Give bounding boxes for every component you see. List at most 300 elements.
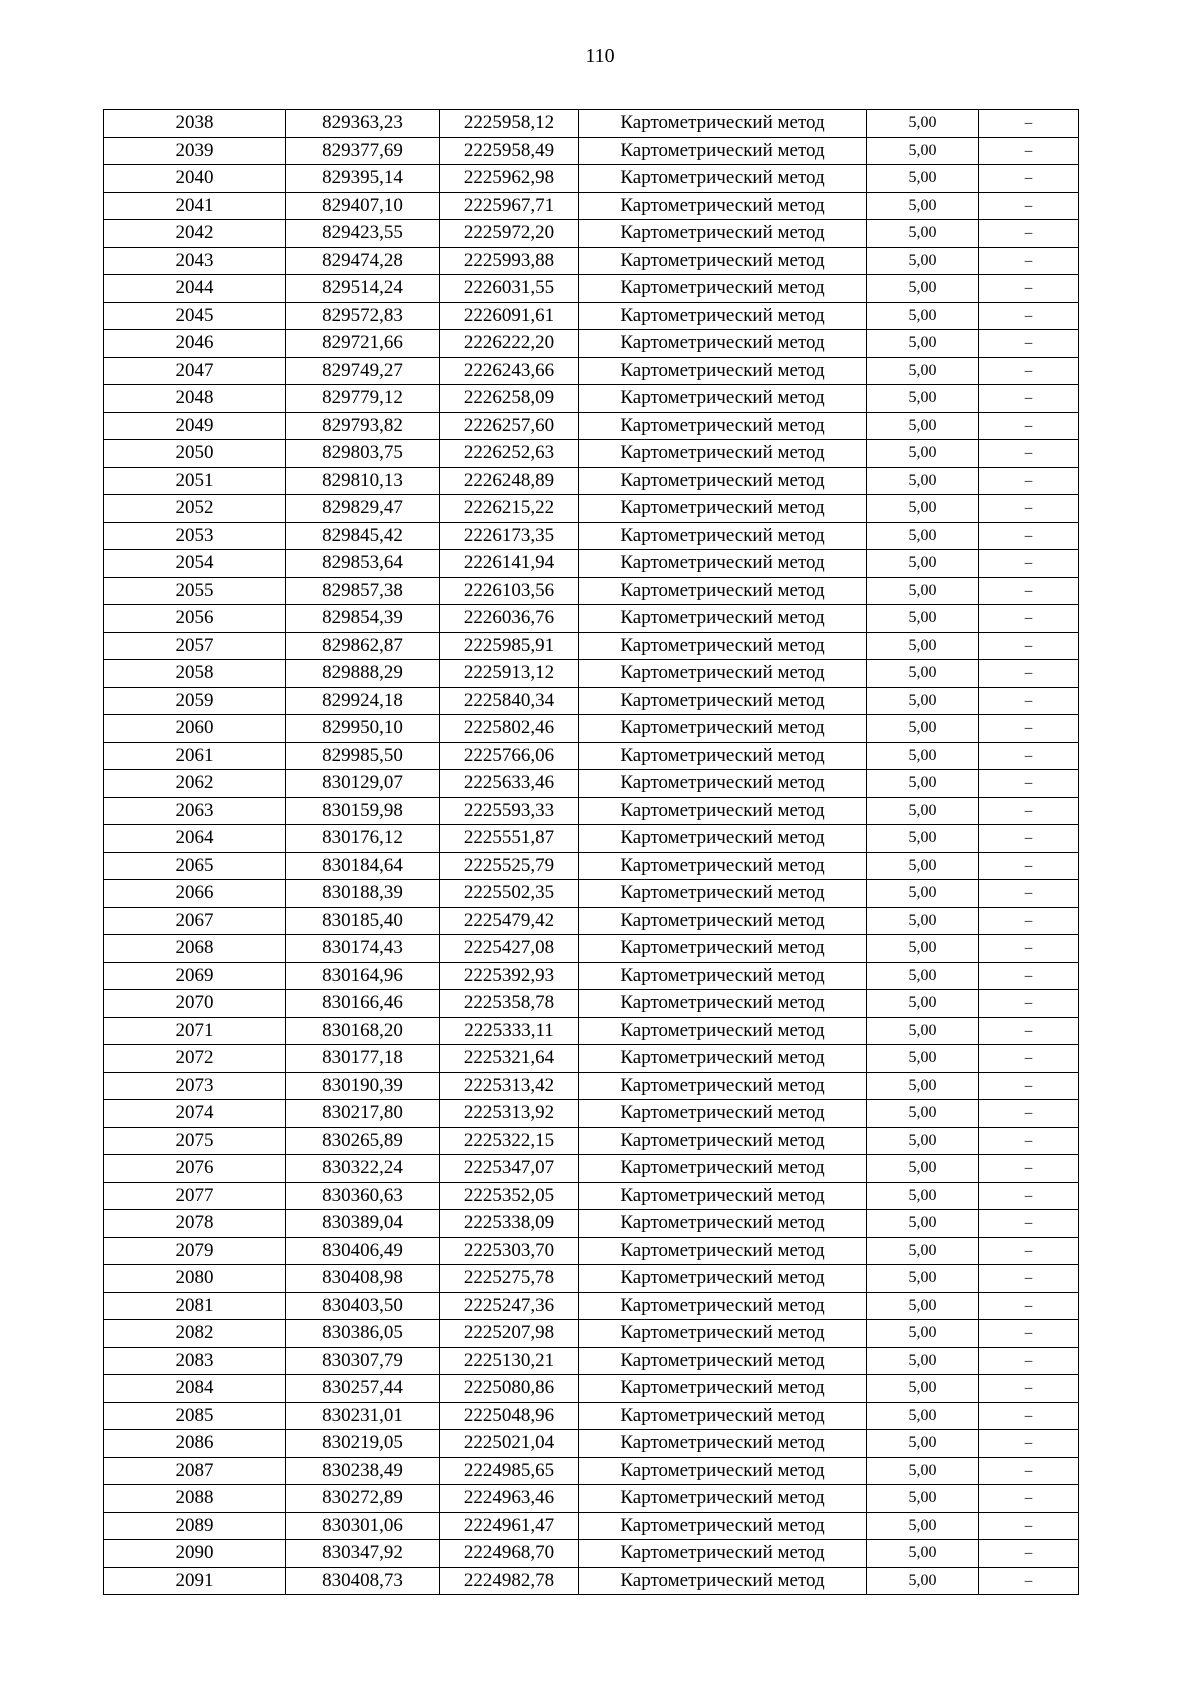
- x-coordinate-cell: 830164,96: [286, 962, 440, 990]
- y-coordinate-cell: 2224982,78: [440, 1567, 579, 1595]
- point-number-cell: 2086: [104, 1430, 286, 1458]
- x-coordinate-cell: 830389,04: [286, 1210, 440, 1238]
- point-number-cell: 2073: [104, 1072, 286, 1100]
- y-coordinate-cell: 2225993,88: [440, 247, 579, 275]
- method-cell: Картометрический метод: [579, 1347, 867, 1375]
- description-cell: –: [979, 1457, 1079, 1485]
- method-cell: Картометрический метод: [579, 247, 867, 275]
- description-cell: –: [979, 1045, 1079, 1073]
- x-coordinate-cell: 829423,55: [286, 220, 440, 248]
- table-row: [104, 1045, 1079, 1073]
- accuracy-cell: 5,00: [867, 357, 979, 385]
- table-row: [104, 1347, 1079, 1375]
- y-coordinate-cell: 2225502,35: [440, 880, 579, 908]
- x-coordinate-cell: 830265,89: [286, 1127, 440, 1155]
- point-number-cell: 2067: [104, 907, 286, 935]
- x-coordinate-cell: 830272,89: [286, 1485, 440, 1513]
- method-cell: Картометрический метод: [579, 1210, 867, 1238]
- method-cell: Картометрический метод: [579, 1045, 867, 1073]
- point-number-cell: 2058: [104, 660, 286, 688]
- table-row: [104, 852, 1079, 880]
- y-coordinate-cell: 2226258,09: [440, 385, 579, 413]
- description-cell: –: [979, 797, 1079, 825]
- table-row: [104, 660, 1079, 688]
- accuracy-cell: 5,00: [867, 495, 979, 523]
- accuracy-cell: 5,00: [867, 522, 979, 550]
- point-number-cell: 2053: [104, 522, 286, 550]
- point-number-cell: 2050: [104, 440, 286, 468]
- point-number-cell: 2056: [104, 605, 286, 633]
- description-cell: –: [979, 962, 1079, 990]
- x-coordinate-cell: 830403,50: [286, 1292, 440, 1320]
- y-coordinate-cell: 2225392,93: [440, 962, 579, 990]
- accuracy-cell: 5,00: [867, 1265, 979, 1293]
- y-coordinate-cell: 2225972,20: [440, 220, 579, 248]
- y-coordinate-cell: 2226103,56: [440, 577, 579, 605]
- description-cell: –: [979, 1210, 1079, 1238]
- table-row: [104, 715, 1079, 743]
- accuracy-cell: 5,00: [867, 330, 979, 358]
- table-row: [104, 1320, 1079, 1348]
- method-cell: Картометрический метод: [579, 1402, 867, 1430]
- accuracy-cell: 5,00: [867, 962, 979, 990]
- table-row: [104, 1402, 1079, 1430]
- coordinates-table: [103, 109, 1079, 1595]
- method-cell: Картометрический метод: [579, 852, 867, 880]
- table-row: [104, 110, 1079, 138]
- accuracy-cell: 5,00: [867, 632, 979, 660]
- x-coordinate-cell: 829857,38: [286, 577, 440, 605]
- y-coordinate-cell: 2225358,78: [440, 990, 579, 1018]
- description-cell: –: [979, 495, 1079, 523]
- point-number-cell: 2052: [104, 495, 286, 523]
- description-cell: –: [979, 110, 1079, 138]
- accuracy-cell: 5,00: [867, 1072, 979, 1100]
- table-row: [104, 495, 1079, 523]
- accuracy-cell: 5,00: [867, 1320, 979, 1348]
- table-row: [104, 1237, 1079, 1265]
- x-coordinate-cell: 829407,10: [286, 192, 440, 220]
- x-coordinate-cell: 829845,42: [286, 522, 440, 550]
- table-row: [104, 1512, 1079, 1540]
- y-coordinate-cell: 2225551,87: [440, 825, 579, 853]
- table-row: [104, 302, 1079, 330]
- table-row: [104, 522, 1079, 550]
- method-cell: Картометрический метод: [579, 770, 867, 798]
- point-number-cell: 2042: [104, 220, 286, 248]
- method-cell: Картометрический метод: [579, 1237, 867, 1265]
- description-cell: –: [979, 577, 1079, 605]
- point-number-cell: 2070: [104, 990, 286, 1018]
- description-cell: –: [979, 852, 1079, 880]
- description-cell: –: [979, 550, 1079, 578]
- x-coordinate-cell: 829749,27: [286, 357, 440, 385]
- x-coordinate-cell: 830322,24: [286, 1155, 440, 1183]
- accuracy-cell: 5,00: [867, 1045, 979, 1073]
- y-coordinate-cell: 2225247,36: [440, 1292, 579, 1320]
- accuracy-cell: 5,00: [867, 220, 979, 248]
- description-cell: –: [979, 247, 1079, 275]
- accuracy-cell: 5,00: [867, 577, 979, 605]
- description-cell: –: [979, 1155, 1079, 1183]
- method-cell: Картометрический метод: [579, 165, 867, 193]
- x-coordinate-cell: 829829,47: [286, 495, 440, 523]
- accuracy-cell: 5,00: [867, 1210, 979, 1238]
- point-number-cell: 2069: [104, 962, 286, 990]
- y-coordinate-cell: 2225913,12: [440, 660, 579, 688]
- accuracy-cell: 5,00: [867, 1237, 979, 1265]
- description-cell: –: [979, 330, 1079, 358]
- description-cell: –: [979, 302, 1079, 330]
- description-cell: –: [979, 522, 1079, 550]
- accuracy-cell: 5,00: [867, 660, 979, 688]
- method-cell: Картометрический метод: [579, 935, 867, 963]
- point-number-cell: 2065: [104, 852, 286, 880]
- accuracy-cell: 5,00: [867, 1100, 979, 1128]
- accuracy-cell: 5,00: [867, 797, 979, 825]
- table-row: [104, 962, 1079, 990]
- x-coordinate-cell: 829395,14: [286, 165, 440, 193]
- method-cell: Картометрический метод: [579, 1485, 867, 1513]
- point-number-cell: 2068: [104, 935, 286, 963]
- point-number-cell: 2079: [104, 1237, 286, 1265]
- method-cell: Картометрический метод: [579, 660, 867, 688]
- description-cell: –: [979, 907, 1079, 935]
- y-coordinate-cell: 2226141,94: [440, 550, 579, 578]
- y-coordinate-cell: 2225021,04: [440, 1430, 579, 1458]
- x-coordinate-cell: 830238,49: [286, 1457, 440, 1485]
- accuracy-cell: 5,00: [867, 935, 979, 963]
- x-coordinate-cell: 829862,87: [286, 632, 440, 660]
- method-cell: Картометрический метод: [579, 687, 867, 715]
- accuracy-cell: 5,00: [867, 110, 979, 138]
- accuracy-cell: 5,00: [867, 742, 979, 770]
- table-row: [104, 907, 1079, 935]
- point-number-cell: 2038: [104, 110, 286, 138]
- y-coordinate-cell: 2225080,86: [440, 1375, 579, 1403]
- y-coordinate-cell: 2225347,07: [440, 1155, 579, 1183]
- y-coordinate-cell: 2226222,20: [440, 330, 579, 358]
- table-row: [104, 1430, 1079, 1458]
- description-cell: –: [979, 825, 1079, 853]
- method-cell: Картометрический метод: [579, 467, 867, 495]
- description-cell: –: [979, 1540, 1079, 1568]
- description-cell: –: [979, 1485, 1079, 1513]
- table-row: [104, 577, 1079, 605]
- point-number-cell: 2061: [104, 742, 286, 770]
- accuracy-cell: 5,00: [867, 1402, 979, 1430]
- method-cell: Картометрический метод: [579, 385, 867, 413]
- table-row: [104, 137, 1079, 165]
- method-cell: Картометрический метод: [579, 110, 867, 138]
- point-number-cell: 2045: [104, 302, 286, 330]
- method-cell: Картометрический метод: [579, 880, 867, 908]
- accuracy-cell: 5,00: [867, 825, 979, 853]
- table-row: [104, 1072, 1079, 1100]
- description-cell: –: [979, 467, 1079, 495]
- point-number-cell: 2057: [104, 632, 286, 660]
- point-number-cell: 2066: [104, 880, 286, 908]
- x-coordinate-cell: 830190,39: [286, 1072, 440, 1100]
- accuracy-cell: 5,00: [867, 605, 979, 633]
- method-cell: Картометрический метод: [579, 522, 867, 550]
- method-cell: Картометрический метод: [579, 1375, 867, 1403]
- y-coordinate-cell: 2225313,42: [440, 1072, 579, 1100]
- table-row: [104, 687, 1079, 715]
- table-row: [104, 1127, 1079, 1155]
- description-cell: –: [979, 687, 1079, 715]
- y-coordinate-cell: 2224961,47: [440, 1512, 579, 1540]
- x-coordinate-cell: 829853,64: [286, 550, 440, 578]
- x-coordinate-cell: 829810,13: [286, 467, 440, 495]
- description-cell: –: [979, 605, 1079, 633]
- method-cell: Картометрический метод: [579, 990, 867, 1018]
- x-coordinate-cell: 829377,69: [286, 137, 440, 165]
- accuracy-cell: 5,00: [867, 467, 979, 495]
- method-cell: Картометрический метод: [579, 357, 867, 385]
- x-coordinate-cell: 830408,98: [286, 1265, 440, 1293]
- x-coordinate-cell: 830307,79: [286, 1347, 440, 1375]
- x-coordinate-cell: 830257,44: [286, 1375, 440, 1403]
- point-number-cell: 2084: [104, 1375, 286, 1403]
- y-coordinate-cell: 2225333,11: [440, 1017, 579, 1045]
- table-row: [104, 825, 1079, 853]
- method-cell: Картометрический метод: [579, 137, 867, 165]
- point-number-cell: 2064: [104, 825, 286, 853]
- coordinates-table-body: [104, 110, 1079, 1595]
- description-cell: –: [979, 440, 1079, 468]
- y-coordinate-cell: 2225840,34: [440, 687, 579, 715]
- description-cell: –: [979, 770, 1079, 798]
- y-coordinate-cell: 2225593,33: [440, 797, 579, 825]
- method-cell: Картометрический метод: [579, 1017, 867, 1045]
- accuracy-cell: 5,00: [867, 192, 979, 220]
- accuracy-cell: 5,00: [867, 1567, 979, 1595]
- description-cell: –: [979, 1072, 1079, 1100]
- x-coordinate-cell: 830166,46: [286, 990, 440, 1018]
- accuracy-cell: 5,00: [867, 1347, 979, 1375]
- x-coordinate-cell: 830184,64: [286, 852, 440, 880]
- method-cell: Картометрический метод: [579, 1540, 867, 1568]
- table-row: [104, 1457, 1079, 1485]
- accuracy-cell: 5,00: [867, 247, 979, 275]
- accuracy-cell: 5,00: [867, 1457, 979, 1485]
- table-row: [104, 797, 1079, 825]
- point-number-cell: 2088: [104, 1485, 286, 1513]
- point-number-cell: 2054: [104, 550, 286, 578]
- point-number-cell: 2043: [104, 247, 286, 275]
- method-cell: Картометрический метод: [579, 1292, 867, 1320]
- table-row: [104, 1100, 1079, 1128]
- description-cell: –: [979, 1292, 1079, 1320]
- point-number-cell: 2077: [104, 1182, 286, 1210]
- table-row: [104, 275, 1079, 303]
- accuracy-cell: 5,00: [867, 1127, 979, 1155]
- x-coordinate-cell: 829721,66: [286, 330, 440, 358]
- y-coordinate-cell: 2226173,35: [440, 522, 579, 550]
- table-row: [104, 192, 1079, 220]
- method-cell: Картометрический метод: [579, 1512, 867, 1540]
- method-cell: Картометрический метод: [579, 742, 867, 770]
- x-coordinate-cell: 830188,39: [286, 880, 440, 908]
- y-coordinate-cell: 2225967,71: [440, 192, 579, 220]
- method-cell: Картометрический метод: [579, 962, 867, 990]
- accuracy-cell: 5,00: [867, 1182, 979, 1210]
- method-cell: Картометрический метод: [579, 1182, 867, 1210]
- y-coordinate-cell: 2225479,42: [440, 907, 579, 935]
- x-coordinate-cell: 829985,50: [286, 742, 440, 770]
- point-number-cell: 2082: [104, 1320, 286, 1348]
- x-coordinate-cell: 830360,63: [286, 1182, 440, 1210]
- description-cell: –: [979, 357, 1079, 385]
- description-cell: –: [979, 192, 1079, 220]
- method-cell: Картометрический метод: [579, 907, 867, 935]
- method-cell: Картометрический метод: [579, 302, 867, 330]
- method-cell: Картометрический метод: [579, 1100, 867, 1128]
- description-cell: –: [979, 1017, 1079, 1045]
- y-coordinate-cell: 2226091,61: [440, 302, 579, 330]
- table-row: [104, 467, 1079, 495]
- y-coordinate-cell: 2225322,15: [440, 1127, 579, 1155]
- y-coordinate-cell: 2225275,78: [440, 1265, 579, 1293]
- x-coordinate-cell: 829950,10: [286, 715, 440, 743]
- table-row: [104, 1567, 1079, 1595]
- accuracy-cell: 5,00: [867, 1512, 979, 1540]
- x-coordinate-cell: 830386,05: [286, 1320, 440, 1348]
- method-cell: Картометрический метод: [579, 412, 867, 440]
- table-row: [104, 357, 1079, 385]
- description-cell: –: [979, 1347, 1079, 1375]
- point-number-cell: 2051: [104, 467, 286, 495]
- table-row: [104, 550, 1079, 578]
- table-row: [104, 165, 1079, 193]
- y-coordinate-cell: 2225766,06: [440, 742, 579, 770]
- x-coordinate-cell: 830168,20: [286, 1017, 440, 1045]
- point-number-cell: 2060: [104, 715, 286, 743]
- table-row: [104, 605, 1079, 633]
- accuracy-cell: 5,00: [867, 412, 979, 440]
- method-cell: Картометрический метод: [579, 825, 867, 853]
- y-coordinate-cell: 2226243,66: [440, 357, 579, 385]
- y-coordinate-cell: 2224963,46: [440, 1485, 579, 1513]
- accuracy-cell: 5,00: [867, 1017, 979, 1045]
- method-cell: Картометрический метод: [579, 1155, 867, 1183]
- point-number-cell: 2074: [104, 1100, 286, 1128]
- point-number-cell: 2075: [104, 1127, 286, 1155]
- point-number-cell: 2044: [104, 275, 286, 303]
- point-number-cell: 2059: [104, 687, 286, 715]
- accuracy-cell: 5,00: [867, 715, 979, 743]
- point-number-cell: 2055: [104, 577, 286, 605]
- description-cell: –: [979, 990, 1079, 1018]
- accuracy-cell: 5,00: [867, 1485, 979, 1513]
- x-coordinate-cell: 830219,05: [286, 1430, 440, 1458]
- table-row: [104, 1210, 1079, 1238]
- x-coordinate-cell: 830159,98: [286, 797, 440, 825]
- description-cell: –: [979, 1567, 1079, 1595]
- y-coordinate-cell: 2226036,76: [440, 605, 579, 633]
- method-cell: Картометрический метод: [579, 1430, 867, 1458]
- method-cell: Картометрический метод: [579, 330, 867, 358]
- y-coordinate-cell: 2226257,60: [440, 412, 579, 440]
- y-coordinate-cell: 2225525,79: [440, 852, 579, 880]
- x-coordinate-cell: 829779,12: [286, 385, 440, 413]
- description-cell: –: [979, 1375, 1079, 1403]
- accuracy-cell: 5,00: [867, 550, 979, 578]
- description-cell: –: [979, 1182, 1079, 1210]
- y-coordinate-cell: 2225303,70: [440, 1237, 579, 1265]
- accuracy-cell: 5,00: [867, 165, 979, 193]
- description-cell: –: [979, 880, 1079, 908]
- y-coordinate-cell: 2225313,92: [440, 1100, 579, 1128]
- description-cell: –: [979, 1100, 1079, 1128]
- x-coordinate-cell: 830174,43: [286, 935, 440, 963]
- x-coordinate-cell: 830185,40: [286, 907, 440, 935]
- accuracy-cell: 5,00: [867, 852, 979, 880]
- description-cell: –: [979, 1402, 1079, 1430]
- description-cell: –: [979, 742, 1079, 770]
- x-coordinate-cell: 829888,29: [286, 660, 440, 688]
- description-cell: –: [979, 1127, 1079, 1155]
- method-cell: Картометрический метод: [579, 550, 867, 578]
- point-number-cell: 2076: [104, 1155, 286, 1183]
- accuracy-cell: 5,00: [867, 440, 979, 468]
- y-coordinate-cell: 2226248,89: [440, 467, 579, 495]
- point-number-cell: 2041: [104, 192, 286, 220]
- table-row: [104, 440, 1079, 468]
- table-row: [104, 247, 1079, 275]
- y-coordinate-cell: 2225048,96: [440, 1402, 579, 1430]
- page-number: 110: [585, 45, 615, 67]
- description-cell: –: [979, 1430, 1079, 1458]
- y-coordinate-cell: 2225985,91: [440, 632, 579, 660]
- accuracy-cell: 5,00: [867, 1540, 979, 1568]
- point-number-cell: 2039: [104, 137, 286, 165]
- point-number-cell: 2091: [104, 1567, 286, 1595]
- accuracy-cell: 5,00: [867, 137, 979, 165]
- y-coordinate-cell: 2224968,70: [440, 1540, 579, 1568]
- table-row: [104, 935, 1079, 963]
- accuracy-cell: 5,00: [867, 302, 979, 330]
- method-cell: Картометрический метод: [579, 632, 867, 660]
- method-cell: Картометрический метод: [579, 495, 867, 523]
- method-cell: Картометрический метод: [579, 1265, 867, 1293]
- point-number-cell: 2089: [104, 1512, 286, 1540]
- accuracy-cell: 5,00: [867, 1155, 979, 1183]
- description-cell: –: [979, 1512, 1079, 1540]
- description-cell: –: [979, 660, 1079, 688]
- x-coordinate-cell: 829854,39: [286, 605, 440, 633]
- description-cell: –: [979, 935, 1079, 963]
- description-cell: –: [979, 1237, 1079, 1265]
- y-coordinate-cell: 2226252,63: [440, 440, 579, 468]
- x-coordinate-cell: 829793,82: [286, 412, 440, 440]
- x-coordinate-cell: 829572,83: [286, 302, 440, 330]
- method-cell: Картометрический метод: [579, 715, 867, 743]
- table-row: [104, 385, 1079, 413]
- point-number-cell: 2063: [104, 797, 286, 825]
- point-number-cell: 2085: [104, 1402, 286, 1430]
- description-cell: –: [979, 165, 1079, 193]
- x-coordinate-cell: 830347,92: [286, 1540, 440, 1568]
- y-coordinate-cell: 2225802,46: [440, 715, 579, 743]
- table-row: [104, 1540, 1079, 1568]
- accuracy-cell: 5,00: [867, 880, 979, 908]
- x-coordinate-cell: 829924,18: [286, 687, 440, 715]
- y-coordinate-cell: 2225958,12: [440, 110, 579, 138]
- y-coordinate-cell: 2225352,05: [440, 1182, 579, 1210]
- method-cell: Картометрический метод: [579, 1127, 867, 1155]
